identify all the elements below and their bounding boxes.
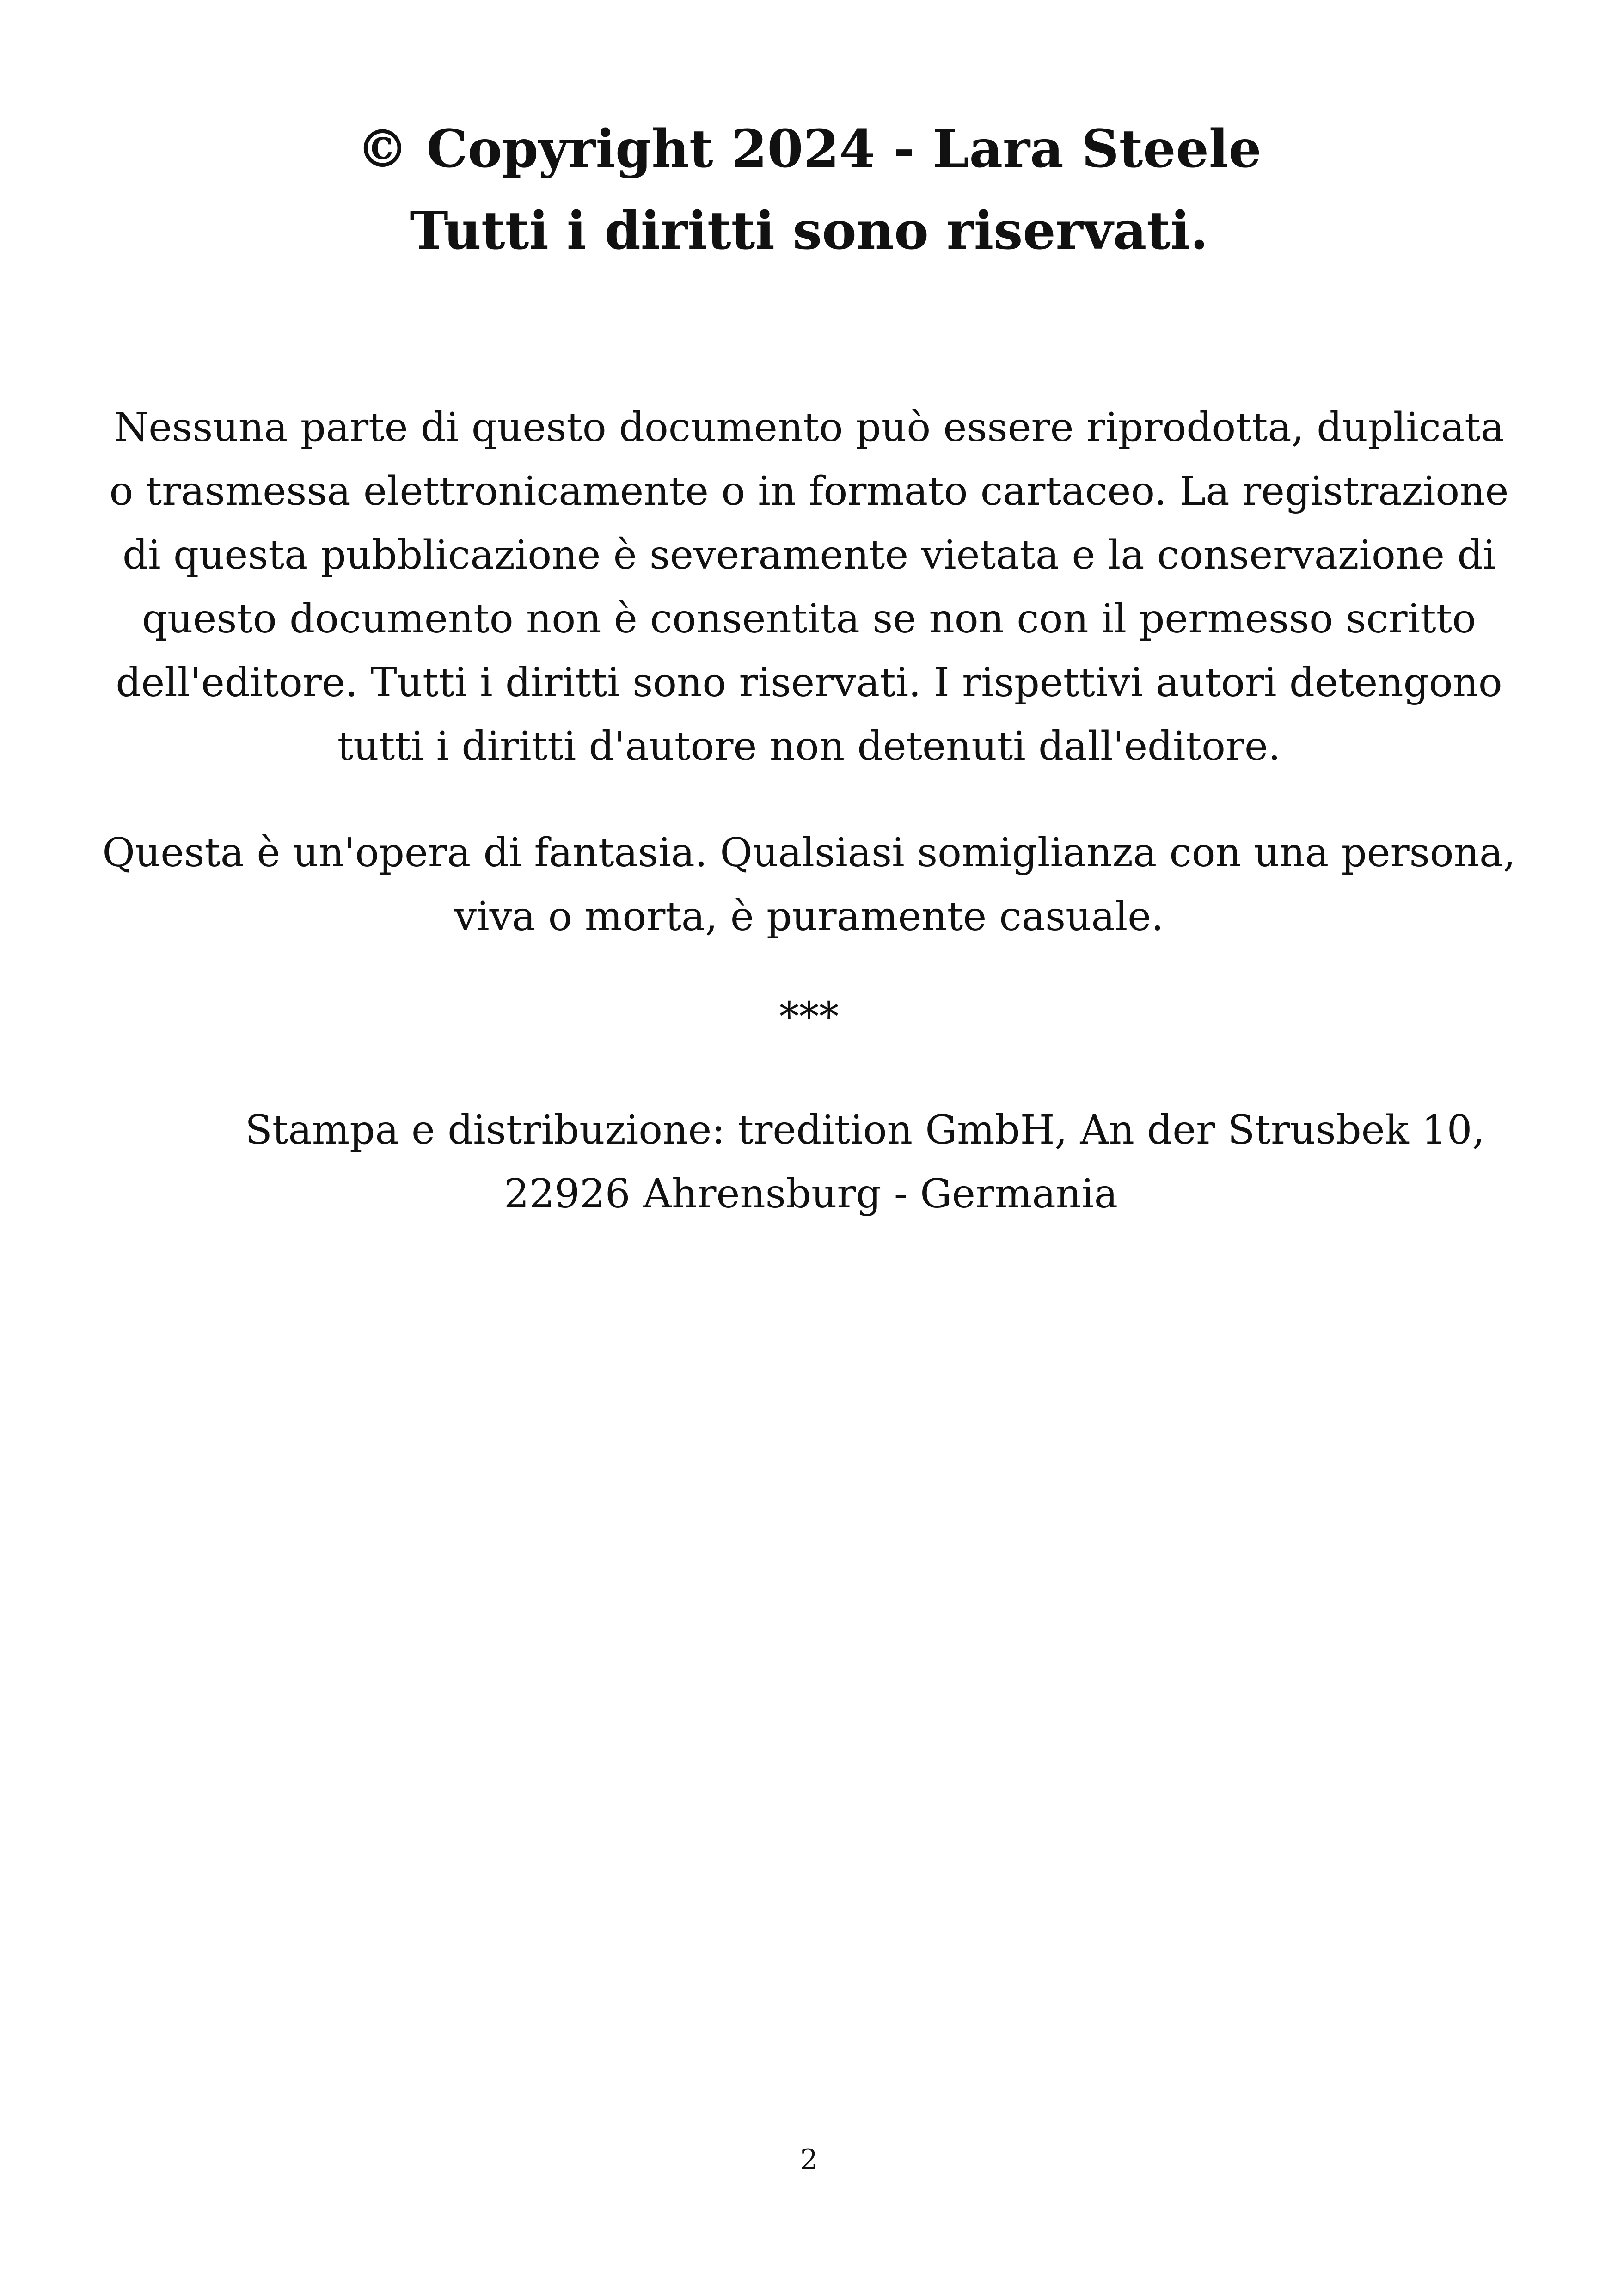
- paragraph-line: di questa pubblicazione è severamente vietata e la conservazione di: [123, 532, 1495, 578]
- rights-reserved-title: Tutti i diritti sono riservati.: [410, 201, 1208, 261]
- paragraph-line: viva o morta, è puramente casuale.: [454, 894, 1164, 940]
- page-number: 2: [800, 2143, 818, 2176]
- copyright-title: © Copyright 2024 - Lara Steele: [356, 119, 1262, 179]
- paragraph-line: Questa è un'opera di fantasia. Qualsiasi somiglianza con una persona,: [102, 830, 1516, 876]
- printer-line: Stampa e distribuzione: tredition GmbH, An der Strusbek 10,: [245, 1107, 1485, 1153]
- printer-line: 22926 Ahrensburg - Germania: [504, 1171, 1118, 1217]
- paragraph-line: dell'editore. Tutti i diritti sono riservati. I rispettivi autori detengono: [116, 660, 1502, 706]
- section-separator: ***: [779, 994, 839, 1040]
- paragraph-line: questo documento non è consentita se non con il permesso scritto: [141, 596, 1477, 642]
- paragraph-line: Nessuna parte di questo documento può essere riprodotta, duplicata: [113, 404, 1505, 451]
- paragraph-line: tutti i diritti d'autore non detenuti dall'editore.: [337, 723, 1281, 770]
- paragraph-line: o trasmessa elettronicamente o in formato cartaceo. La registrazione: [109, 468, 1509, 514]
